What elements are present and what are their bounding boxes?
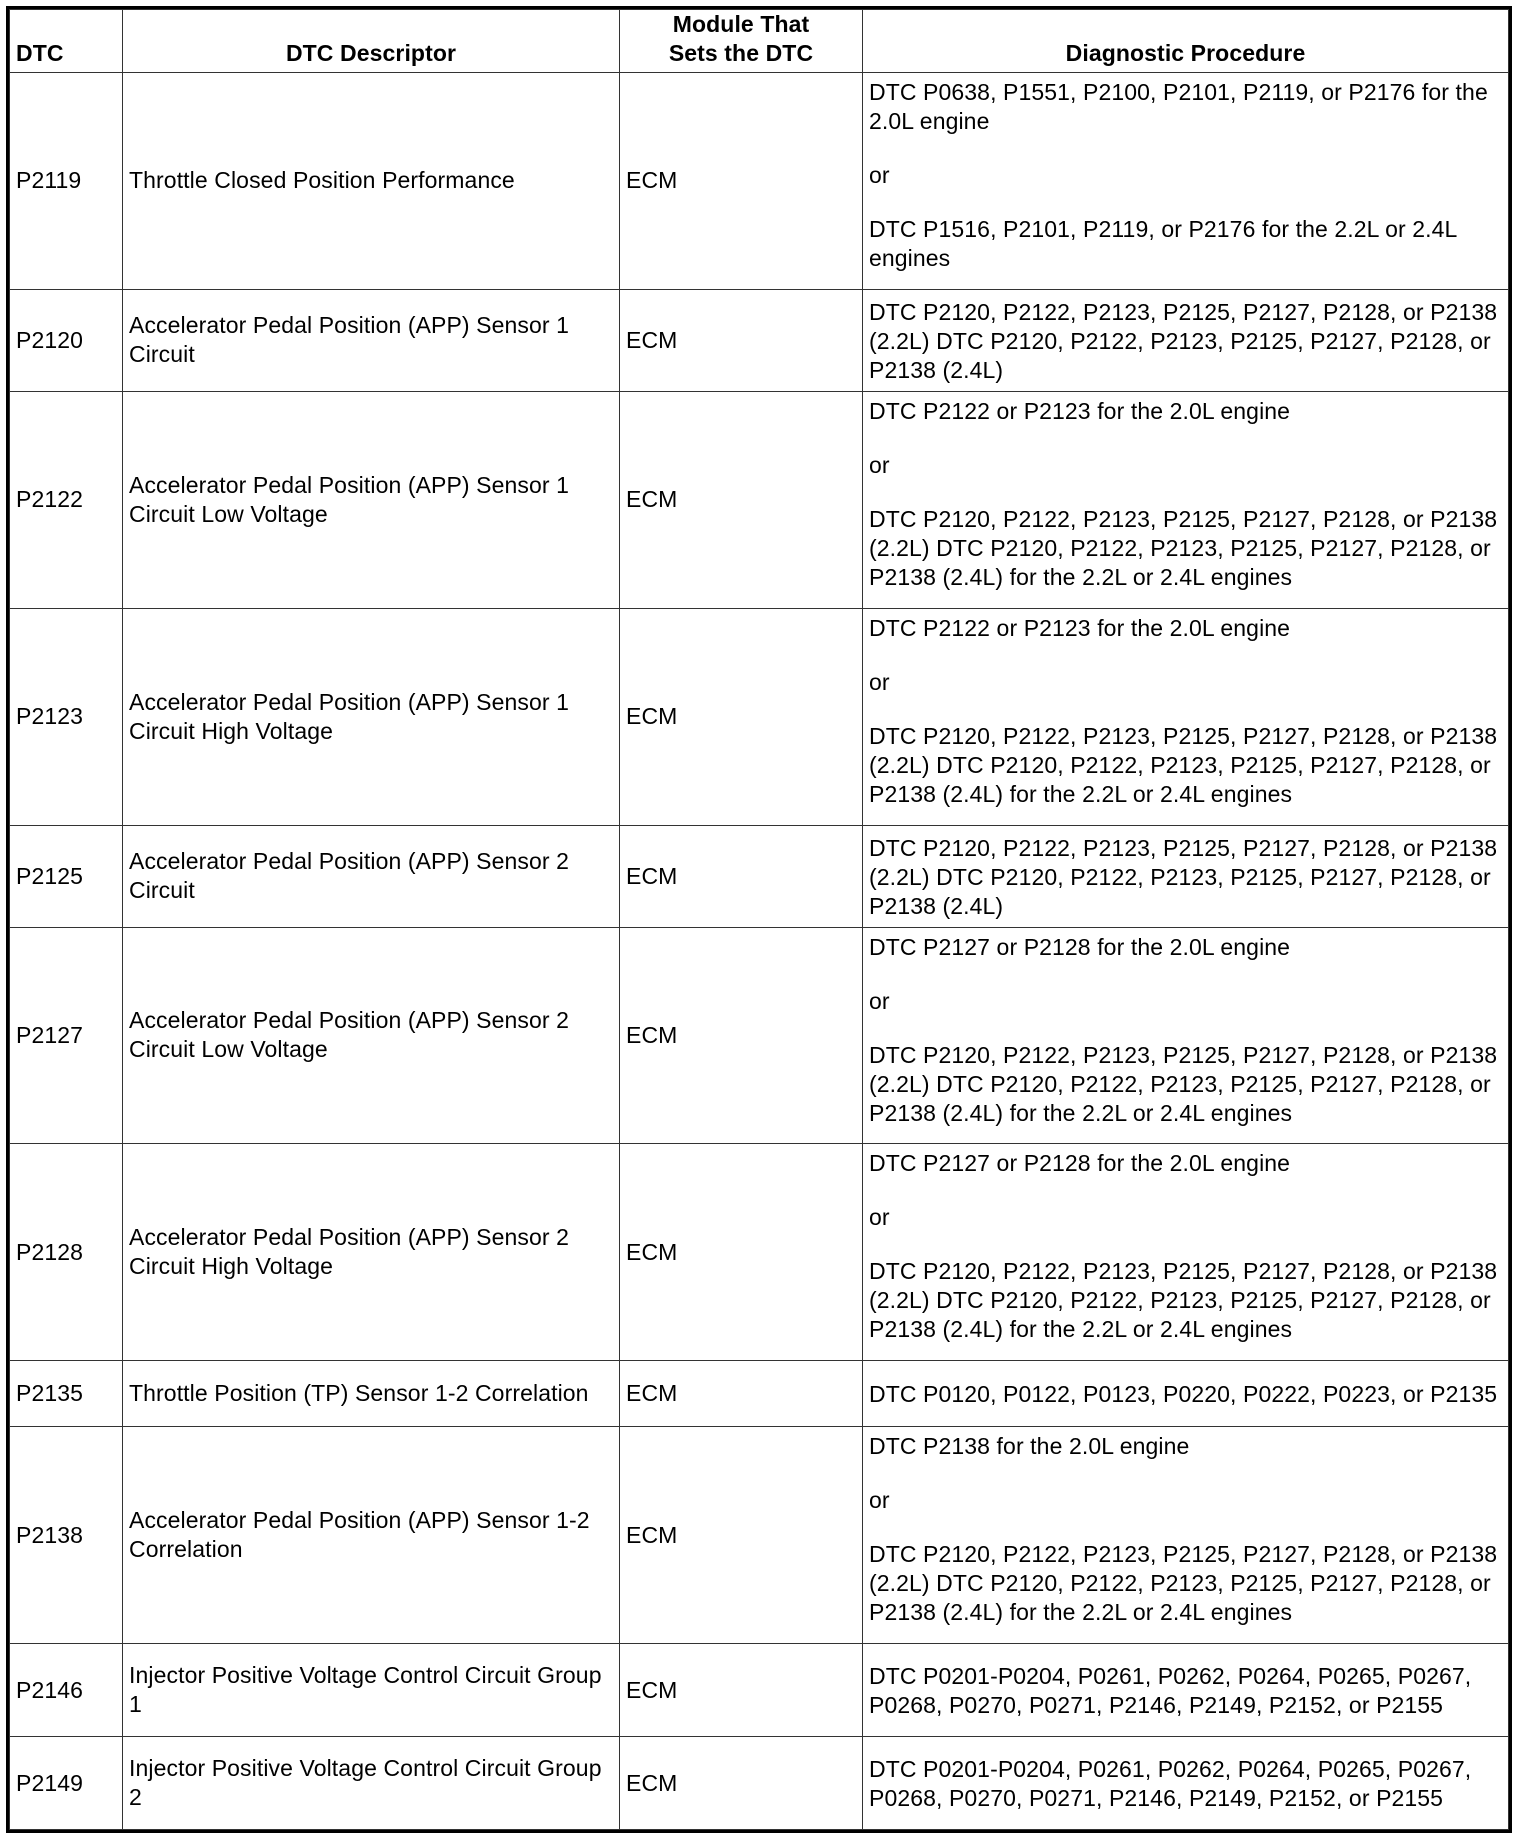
dtc-descriptor-cell: Accelerator Pedal Position (APP) Sensor 1 Circuit Low Voltage	[123, 391, 620, 608]
dtc-descriptor-cell: Injector Positive Voltage Control Circuit Group 1	[123, 1643, 620, 1737]
procedure-paragraph: DTC P2120, P2122, P2123, P2125, P2127, P2128, or P2138 (2.2L) DTC P2120, P2122, P2123, P2125, P2127, P2128, or P2138 (2.4L) for the 2.2L or 2.4L engines	[869, 1541, 1498, 1626]
diagnostic-procedure-cell	[863, 73, 1509, 290]
dtc-code-cell: P2138	[10, 1427, 123, 1644]
dtc-descriptor-cell: Accelerator Pedal Position (APP) Sensor 1 Circuit High Voltage	[123, 608, 620, 825]
module-cell: ECM	[620, 927, 863, 1144]
diagnostic-procedure-cell	[863, 825, 1509, 927]
table-row	[10, 608, 1509, 825]
procedure-paragraph: or	[869, 162, 890, 188]
dtc-table-container	[6, 6, 1512, 1833]
procedure-paragraph: or	[869, 1487, 890, 1514]
dtc-table	[9, 9, 1509, 1830]
procedure-paragraph: or	[869, 987, 890, 1014]
table-row	[10, 73, 1509, 290]
procedure-paragraph: DTC P0201-P0204, P0261, P0262, P0264, P0265, P0267, P0268, P0270, P0271, P2146, P2149, P2152, or P2155	[869, 1663, 1472, 1719]
dtc-descriptor-cell: Injector Positive Voltage Control Circuit Group 2	[123, 1737, 620, 1830]
diagnostic-procedure-cell	[863, 927, 1509, 1144]
table-row	[10, 825, 1509, 927]
table-row	[10, 1144, 1509, 1361]
module-cell: ECM	[620, 825, 863, 927]
dtc-code-cell: P2127	[10, 927, 123, 1144]
procedure-paragraph: DTC P0120, P0122, P0123, P0220, P0222, P0223, or P2135	[869, 1381, 1498, 1408]
diagnostic-procedure-cell	[863, 1144, 1509, 1361]
dtc-descriptor-cell: Accelerator Pedal Position (APP) Sensor 2 Circuit	[123, 825, 620, 927]
dtc-code-cell: P2120	[10, 289, 123, 391]
procedure-paragraph: or	[869, 451, 890, 478]
procedure-paragraph: DTC P2120, P2122, P2123, P2125, P2127, P2128, or P2138 (2.2L) DTC P2120, P2122, P2123, P2125, P2127, P2128, or P2138 (2.4L) for the 2.2L or 2.4L engines	[869, 722, 1498, 807]
dtc-descriptor-cell: Accelerator Pedal Position (APP) Sensor 1-2 Correlation	[123, 1427, 620, 1644]
diagnostic-procedure-cell	[863, 608, 1509, 825]
module-cell: ECM	[620, 1427, 863, 1644]
module-cell: ECM	[620, 1361, 863, 1427]
module-cell: ECM	[620, 1737, 863, 1830]
procedure-paragraph: DTC P2127 or P2128 for the 2.0L engine	[869, 1150, 1291, 1177]
column-header-module: Module That Sets the DTC	[620, 10, 863, 73]
column-header-procedure: Diagnostic Procedure	[863, 10, 1509, 73]
procedure-paragraph: DTC P2120, P2122, P2123, P2125, P2127, P2128, or P2138 (2.2L) DTC P2120, P2122, P2123, P2125, P2127, P2128, or P2138 (2.4L) for the 2.2L or 2.4L engines	[869, 1041, 1498, 1126]
procedure-paragraph: DTC P2120, P2122, P2123, P2125, P2127, P2128, or P2138 (2.2L) DTC P2120, P2122, P2123, P2125, P2127, P2128, or P2138 (2.4L)	[869, 834, 1498, 919]
procedure-paragraph: DTC P2122 or P2123 for the 2.0L engine	[869, 397, 1291, 424]
module-cell: ECM	[620, 608, 863, 825]
table-row	[10, 1361, 1509, 1427]
module-cell: ECM	[620, 289, 863, 391]
diagnostic-procedure-cell	[863, 1737, 1509, 1830]
diagnostic-procedure-cell	[863, 1643, 1509, 1737]
diagnostic-procedure-cell	[863, 1427, 1509, 1644]
procedure-paragraph: DTC P2120, P2122, P2123, P2125, P2127, P2128, or P2138 (2.2L) DTC P2120, P2122, P2123, P2125, P2127, P2128, or P2138 (2.4L)	[869, 298, 1498, 383]
module-cell: ECM	[620, 391, 863, 608]
dtc-code-cell: P2146	[10, 1643, 123, 1737]
dtc-code-cell: P2128	[10, 1144, 123, 1361]
column-header-descriptor: DTC Descriptor	[123, 10, 620, 73]
dtc-code-cell: P2119	[10, 73, 123, 290]
dtc-code-cell: P2123	[10, 608, 123, 825]
table-row	[10, 927, 1509, 1144]
procedure-paragraph: DTC P0638, P1551, P2100, P2101, P2119, or P2176 for the 2.0L engine	[869, 79, 1488, 134]
dtc-code-cell: P2149	[10, 1737, 123, 1830]
procedure-paragraph: DTC P2138 for the 2.0L engine	[869, 1433, 1190, 1460]
dtc-code-cell: P2122	[10, 391, 123, 608]
table-row	[10, 1427, 1509, 1644]
table-row	[10, 1737, 1509, 1830]
module-cell: ECM	[620, 73, 863, 290]
diagnostic-procedure-cell	[863, 1361, 1509, 1427]
table-row	[10, 289, 1509, 391]
procedure-paragraph: DTC P2127 or P2128 for the 2.0L engine	[869, 933, 1291, 960]
dtc-code-cell: P2135	[10, 1361, 123, 1427]
dtc-descriptor-cell: Throttle Closed Position Performance	[123, 73, 620, 290]
dtc-descriptor-cell: Accelerator Pedal Position (APP) Sensor 1 Circuit	[123, 289, 620, 391]
table-row	[10, 391, 1509, 608]
procedure-paragraph: or	[869, 668, 890, 695]
module-cell: ECM	[620, 1643, 863, 1737]
table-body	[10, 73, 1509, 1830]
table-header-row	[10, 10, 1509, 73]
procedure-paragraph: DTC P2120, P2122, P2123, P2125, P2127, P2128, or P2138 (2.2L) DTC P2120, P2122, P2123, P2125, P2127, P2128, or P2138 (2.4L) for the 2.2L or 2.4L engines	[869, 1258, 1498, 1343]
procedure-paragraph: DTC P2122 or P2123 for the 2.0L engine	[869, 614, 1291, 641]
dtc-descriptor-cell: Accelerator Pedal Position (APP) Sensor 2 Circuit High Voltage	[123, 1144, 620, 1361]
dtc-descriptor-cell: Accelerator Pedal Position (APP) Sensor 2 Circuit Low Voltage	[123, 927, 620, 1144]
procedure-paragraph: DTC P2120, P2122, P2123, P2125, P2127, P2128, or P2138 (2.2L) DTC P2120, P2122, P2123, P2125, P2127, P2128, or P2138 (2.4L) for the 2.2L or 2.4L engines	[869, 505, 1498, 590]
procedure-paragraph: or	[869, 1204, 890, 1231]
dtc-descriptor-cell: Throttle Position (TP) Sensor 1-2 Correlation	[123, 1361, 620, 1427]
table-row	[10, 1643, 1509, 1737]
procedure-paragraph: DTC P0201-P0204, P0261, P0262, P0264, P0265, P0267, P0268, P0270, P0271, P2146, P2149, P2152, or P2155	[869, 1756, 1472, 1812]
column-header-dtc: DTC	[10, 10, 123, 73]
diagnostic-procedure-cell	[863, 289, 1509, 391]
diagnostic-procedure-cell	[863, 391, 1509, 608]
procedure-paragraph: DTC P1516, P2101, P2119, or P2176 for the 2.2L or 2.4L engines	[869, 216, 1457, 271]
dtc-code-cell: P2125	[10, 825, 123, 927]
module-cell: ECM	[620, 1144, 863, 1361]
